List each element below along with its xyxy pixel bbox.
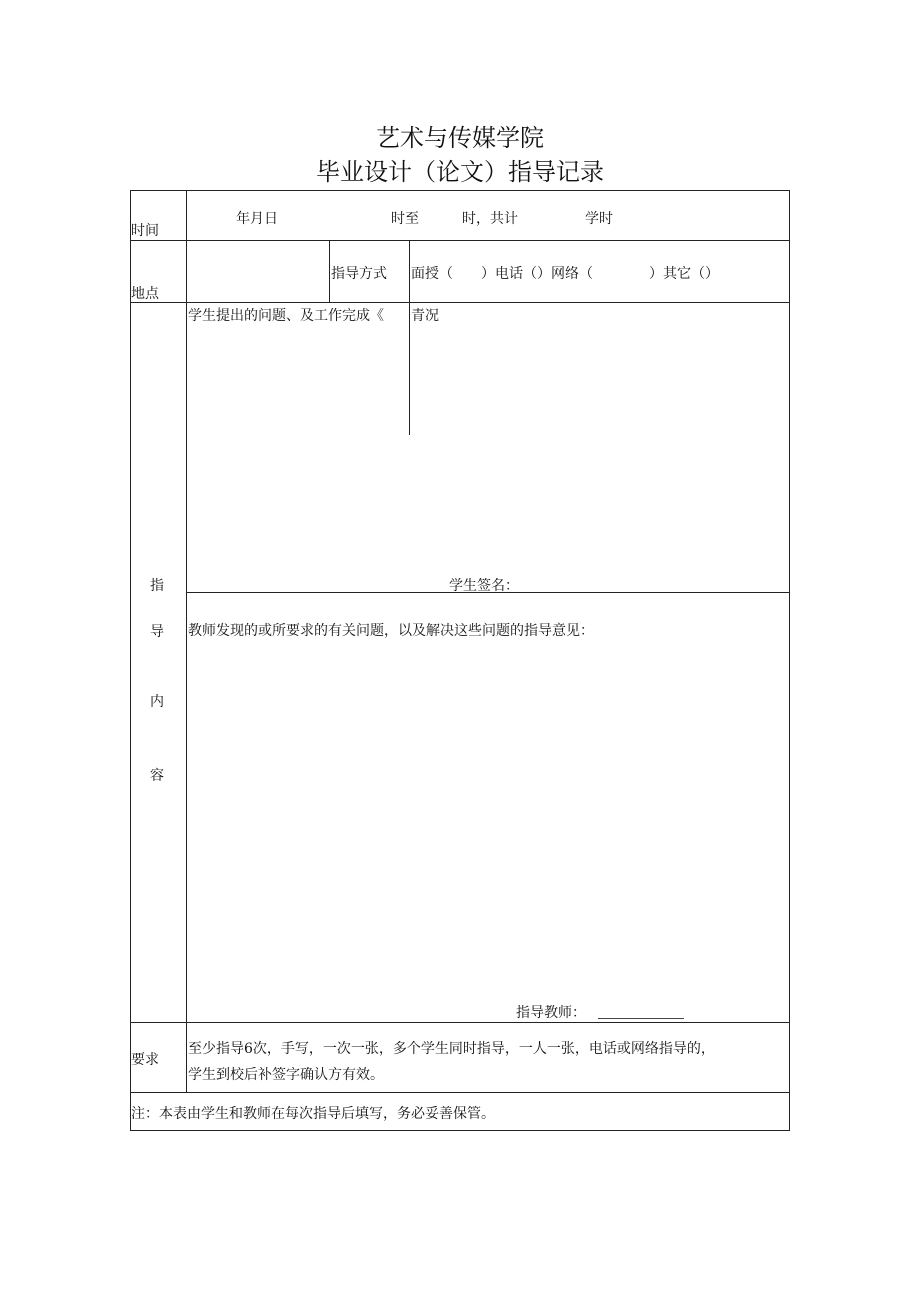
row-divider-place bbox=[130, 302, 790, 303]
time-start-field[interactable]: 时至 bbox=[391, 211, 419, 227]
student-prompt-divider bbox=[409, 302, 410, 435]
college-title: 艺术与传媒学院 bbox=[376, 124, 544, 152]
form-title: 毕业设计（论文）指导记录 bbox=[316, 158, 604, 186]
content-label-char-3: 内 bbox=[150, 694, 164, 710]
row-divider-content bbox=[130, 1022, 790, 1023]
requirements-text-line1: 至少指导6次，手写，一次一张，多个学生同时指导，一人一张，电话或网络指导的， bbox=[188, 1041, 715, 1057]
content-label-char-2: 导 bbox=[150, 624, 164, 640]
time-label: 时间 bbox=[131, 223, 159, 239]
teacher-feedback-prompt: 教师发现的或所要求的有关问题，以及解决这些问题的指导意见： bbox=[188, 623, 594, 639]
content-label-char-1: 指 bbox=[150, 578, 164, 594]
label-column-divider bbox=[186, 190, 187, 1092]
row-divider-time bbox=[130, 240, 790, 241]
place-column-divider bbox=[329, 240, 330, 302]
time-date-field[interactable]: 年月日 bbox=[236, 211, 278, 227]
time-end-field[interactable]: 时，共计 bbox=[462, 211, 518, 227]
teacher-signature-line[interactable] bbox=[598, 1018, 684, 1019]
content-label-char-4: 容 bbox=[150, 768, 164, 784]
place-label: 地点 bbox=[131, 286, 159, 302]
requirements-text-line2: 学生到校后补签字确认方有效。 bbox=[188, 1067, 384, 1083]
student-questions-prompt: 学生提出的问题、及工作完成《 bbox=[188, 308, 384, 324]
requirements-label: 要求 bbox=[131, 1052, 159, 1068]
teacher-signature-label: 指导教师： bbox=[516, 1005, 586, 1021]
student-questions-prompt-cont: 青况 bbox=[411, 308, 439, 324]
method-column-divider bbox=[409, 240, 410, 302]
row-divider-requirements bbox=[130, 1092, 790, 1093]
guidance-method-label: 指导方式 bbox=[331, 266, 387, 282]
student-signature-label: 学生签名： bbox=[449, 578, 519, 594]
record-form-table bbox=[130, 190, 790, 1131]
guidance-method-options[interactable]: 面授（ ）电话（）网络（ ）其它（） bbox=[411, 266, 719, 282]
form-note: 注：本表由学生和教师在每次指导后填写，务必妥善保管。 bbox=[131, 1106, 495, 1122]
time-hours-field[interactable]: 学时 bbox=[585, 211, 613, 227]
